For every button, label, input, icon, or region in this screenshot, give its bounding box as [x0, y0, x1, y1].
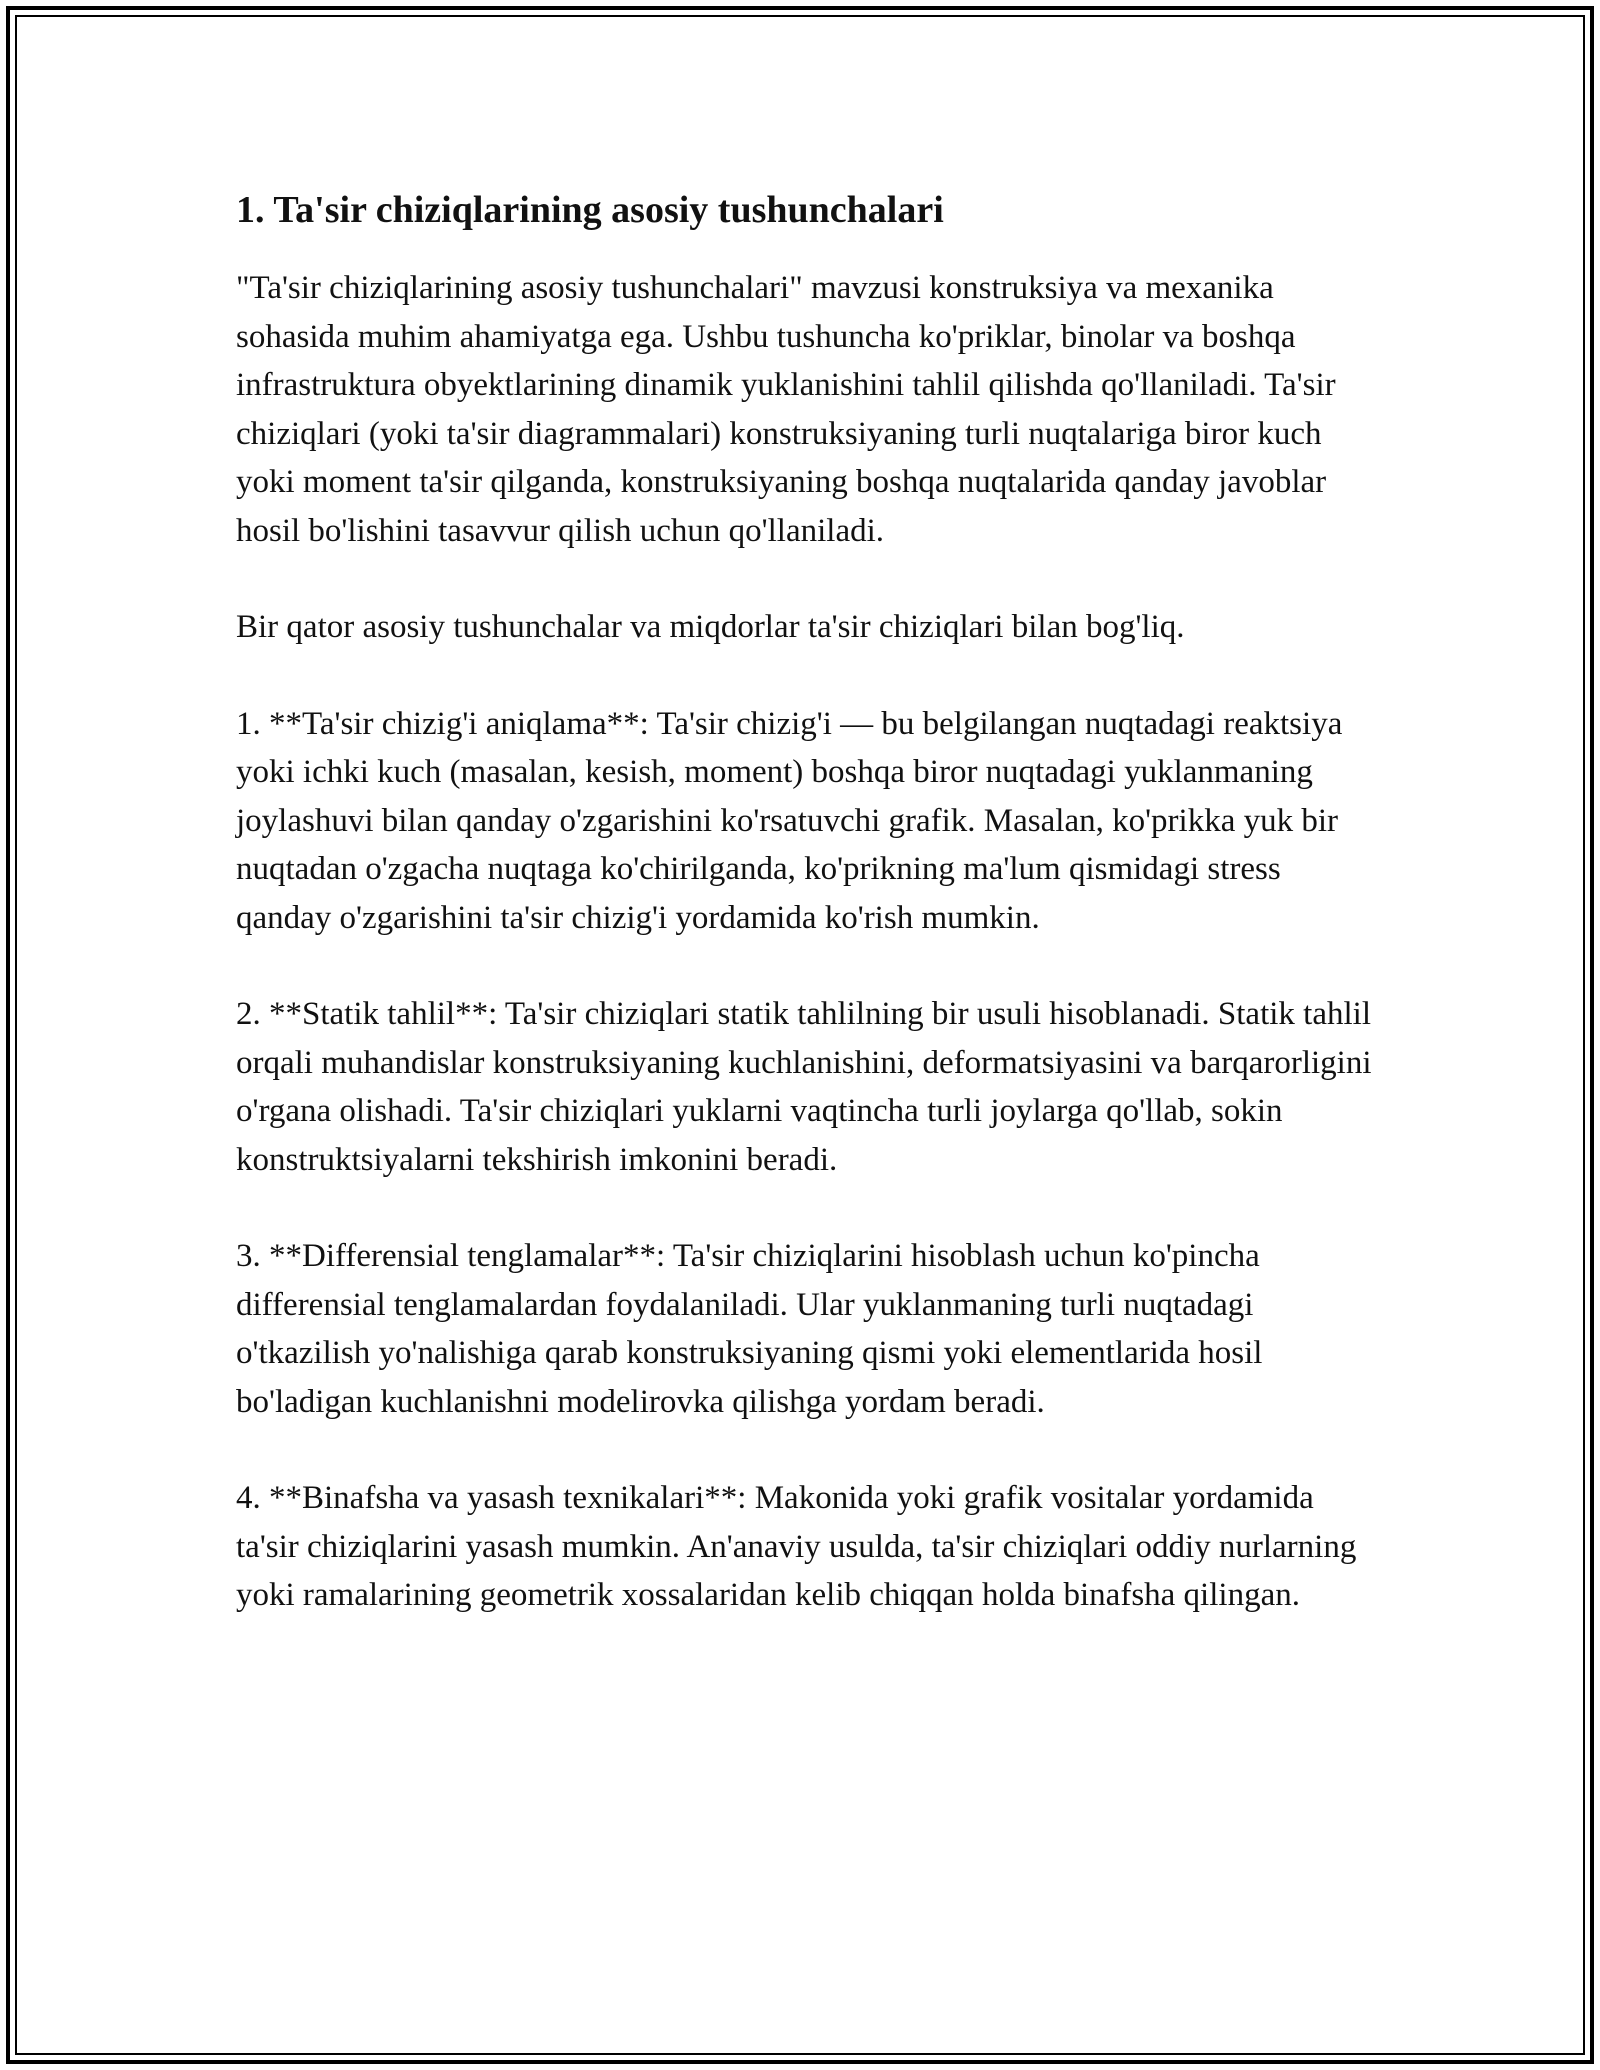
section-heading: 1. Ta'sir chiziqlarining asosiy tushunchalari	[236, 189, 944, 231]
intro-paragraph: "Ta'sir chiziqlarining asosiy tushunchalari" mavzusi konstruksiya va mexanika sohasida muhim ahamiyatga ega. Ushbu tushuncha ko'priklar, binolar va boshqa infrastruktura obyektlarining dinamik yuklanishini tahlil qilishda qo'llaniladi. Ta'sir chiziqlari (yoki ta'sir diagrammalari) konstruksiyaning turli nuqtalariga biror kuch yoki moment ta'sir qilganda, konstruksiyaning boshqa nuqtalarida qanday javoblar hosil bo'lishini tasavvur qilish uchun qo'llaniladi.	[236, 270, 1336, 549]
document-body	[236, 186, 1376, 1668]
concepts-intro-paragraph: Bir qator asosiy tushunchalar va miqdorlar ta'sir chiziqlari bilan bog'liq.	[236, 609, 1185, 645]
list-item-static-analysis: 2. **Statik tahlil**: Ta'sir chiziqlari statik tahlilning bir usuli hisoblanadi. Statik tahlil orqali muhandislar konstruksiyaning kuchlanishini, deformatsiyasini va barqarorligini o'rgana olishadi. Ta'sir chiziqlari yuklarni vaqtincha turli joylarga qo'llab, sokin konstruktsiyalarni tekshirish imkonini beradi.	[236, 996, 1372, 1178]
list-item-definition: 1. **Ta'sir chizig'i aniqlama**: Ta'sir chizig'i — bu belgilangan nuqtadagi reaktsiya yoki ichki kuch (masalan, kesish, moment) boshqa biror nuqtadagi yuklanmaning joylashuvi bilan qanday o'zgarishini ko'rsatuvchi grafik. Masalan, ko'prikka yuk bir nuqtadan o'zgacha nuqtaga ko'chirilganda, ko'prikning ma'lum qismidagi stress qanday o'zgarishini ta'sir chizig'i yordamida ko'rish mumkin.	[236, 705, 1343, 936]
list-item-construction-techniques: 4. **Binafsha va yasash texnikalari**: Makonida yoki grafik vositalar yordamida ta'sir chiziqlarini yasash mumkin. An'anaviy usulda, ta'sir chiziqlari oddiy nurlarning yoki ramalarining geometrik xossalaridan kelib chiqqan holda binafsha qilingan.	[236, 1480, 1357, 1613]
list-item-differential-equations: 3. **Differensial tenglamalar**: Ta'sir chiziqlarini hisoblash uchun ko'pincha differensial tenglamalardan foydalaniladi. Ular yuklanmaning turli nuqtadagi o'tkazilish yo'nalishiga qarab konstruksiyaning qismi yoki elementlarida hosil bo'ladigan kuchlanishni modelirovka qilishga yordam beradi.	[236, 1238, 1263, 1420]
